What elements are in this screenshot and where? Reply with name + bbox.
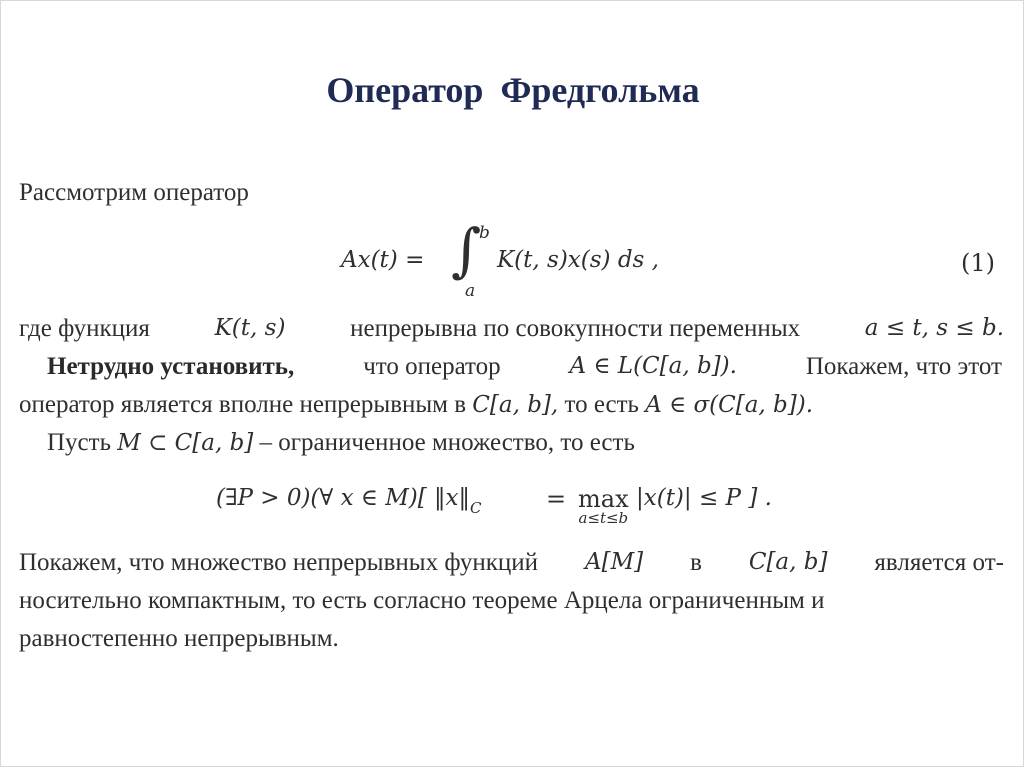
line-kernel-math-2: a ≤ t, s ≤ b.: [864, 315, 1004, 341]
para2-line-2: [19, 587, 1004, 615]
line-kernel: [19, 315, 1004, 343]
line-cc-math-1: C[a, b],: [472, 392, 559, 418]
formula-2: [216, 481, 816, 531]
para2-l1-text-1: Покажем, что множество непрерывных функций: [19, 549, 539, 576]
para2-l1-text-3: является от-: [874, 549, 1004, 576]
integral-lower-limit: a: [465, 281, 476, 301]
equation-number: (1): [961, 249, 995, 277]
line-cc-text-1: оператор является вполне непрерывным в: [19, 391, 467, 418]
max-word: max: [578, 485, 629, 513]
line-bounded-operator: [47, 353, 1002, 381]
line-completely-continuous: [19, 391, 813, 419]
formula-2-right: |x(t)| ≤ P ] .: [636, 485, 772, 511]
para2-l2-text: носительно компактным, то есть согласно теореме Арцела ограниченным и: [19, 587, 825, 614]
slide-title: Оператор Фредгольма: [326, 70, 700, 110]
para2-l1-text-2: в: [690, 549, 702, 576]
para2-line-3: равностепенно непрерывным.: [19, 625, 339, 652]
line-bounded-text-1: что оператор: [363, 353, 501, 380]
line-set-math-1: M ⊂ C[a, b]: [117, 430, 254, 456]
max-operator: [578, 485, 629, 527]
para2-line-1: [19, 549, 1004, 577]
formula-2-left: [216, 485, 482, 517]
formula-2-eq: =: [546, 485, 567, 513]
line-cc-text-2: то есть: [564, 391, 639, 418]
line-bounded-set: [47, 429, 635, 457]
norm-subscript: C: [470, 499, 482, 517]
line-bounded-math-1: A ∈ L(C[a, b]).: [569, 353, 737, 379]
para2-l1-math-2: C[a, b]: [748, 549, 828, 575]
formula-1-integrand: K(t, s)x(s) ds ,: [497, 247, 659, 273]
max-subscript: a≤t≤b: [578, 509, 629, 527]
intro-text: Рассмотрим оператор: [19, 179, 249, 206]
line-bounded-bold: Нетрудно установить,: [47, 353, 295, 380]
formula-2-left-text: (∃P > 0)(∀ x ∈ M)[ ‖x‖: [216, 485, 470, 511]
line-kernel-math-1: K(t, s): [214, 315, 286, 341]
integral-upper-limit: b: [479, 223, 490, 243]
line-kernel-text-2: непрерывна по совокупности переменных: [350, 315, 801, 342]
formula-1-lhs: Ax(t) =: [341, 247, 425, 273]
para2-l1-math-1: A[M]: [585, 549, 644, 575]
line-bounded-text-2: Покажем, что этот: [805, 353, 1002, 380]
formula-1: [341, 216, 661, 301]
line-set-text-1: Пусть: [47, 429, 111, 456]
integral-sign: ∫: [451, 216, 482, 284]
line-kernel-text-1: где функция: [19, 315, 150, 342]
line-set-text-2: – ограниченное множество, то есть: [259, 429, 635, 456]
line-cc-math-2: A ∈ σ(C[a, b]).: [645, 392, 814, 418]
